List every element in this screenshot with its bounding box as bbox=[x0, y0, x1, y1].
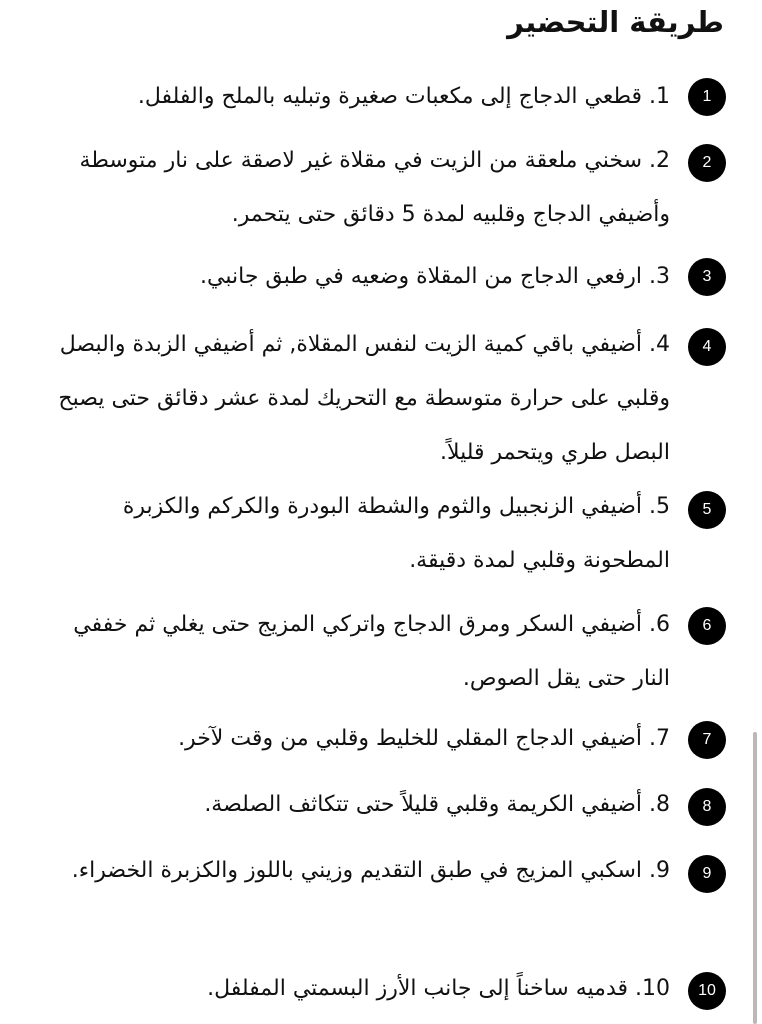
step-text: 5. أضيفي الزنجبيل والثوم والشطة البودرة والكركم والكزبرة المطحونة وقلبي لمدة دقيقة. bbox=[122, 494, 670, 573]
step-number-badge: 9 bbox=[688, 855, 726, 893]
step-number-badge: 10 bbox=[688, 972, 726, 1010]
page-title: طريقة التحضير bbox=[507, 5, 724, 39]
step-text: 8. أضيفي الكريمة وقلبي قليلاً حتى تتكاثف الصلصة. bbox=[204, 792, 670, 817]
step-number-badge: 4 bbox=[688, 328, 726, 366]
step-number-badge: 5 bbox=[688, 491, 726, 529]
step-text: 2. سخني ملعقة من الزيت في مقلاة غير لاصقة على نار متوسطة وأضيفي الدجاج وقلبيه لمدة 5 دقائق حتى يتحمر. bbox=[79, 148, 670, 227]
step-text: 7. أضيفي الدجاج المقلي للخليط وقلبي من وقت لآخر. bbox=[178, 726, 670, 751]
step-number-badge: 3 bbox=[688, 258, 726, 296]
step-number-badge: 8 bbox=[688, 788, 726, 826]
step-text: 3. ارفعي الدجاج من المقلاة وضعيه في طبق جانبي. bbox=[200, 264, 670, 289]
step-text: 1. قطعي الدجاج إلى مكعبات صغيرة وتبليه بالملح والفلفل. bbox=[137, 84, 670, 109]
step-number-badge: 2 bbox=[688, 144, 726, 182]
scrollbar-thumb[interactable] bbox=[753, 732, 757, 1024]
step-text: 10. قدميه ساخناً إلى جانب الأرز البسمتي المفلفل. bbox=[207, 976, 670, 1001]
step-number-badge: 1 bbox=[688, 78, 726, 116]
step-text: 6. أضيفي السكر ومرق الدجاج واتركي المزيج حتى يغلي ثم خففي النار حتى يقل الصوص. bbox=[73, 612, 670, 691]
step-number-badge: 6 bbox=[688, 607, 726, 645]
step-number-badge: 7 bbox=[688, 721, 726, 759]
step-text: 9. اسكبي المزيج في طبق التقديم وزيني باللوز والكزبرة الخضراء. bbox=[71, 858, 670, 883]
step-text: 4. أضيفي باقي كمية الزيت لنفس المقلاة, ثم أضيفي الزبدة والبصل وقلبي على حرارة متوسطة مع التحريك لمدة عشر دقائق حتى يصبح البصل طري ويتحمر قليلاً. bbox=[58, 332, 670, 465]
